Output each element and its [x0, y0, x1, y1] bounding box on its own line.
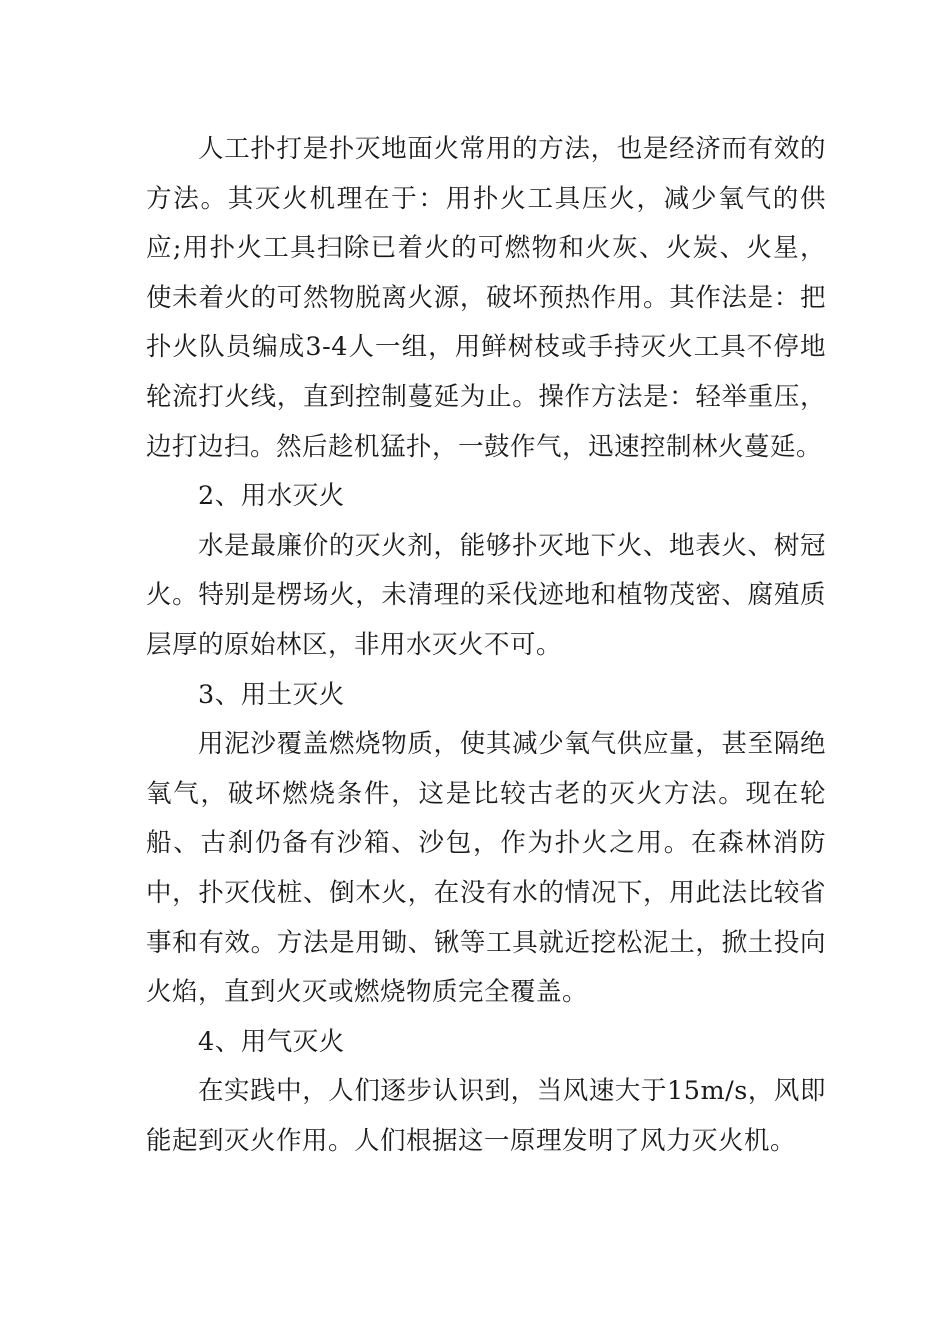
paragraph-soil: 用泥沙覆盖燃烧物质，使其减少氧气供应量，甚至隔绝氧气，破坏燃烧条件，这是比较古老的灭火方法。现在轮船、古刹仍备有沙箱、沙包，作为扑火之用。在森林消防中，扑灭伐桩、倒木火，在没有水的情况下，用此法比较省事和有效。方法是用锄、锹等工具就近挖松泥土，掀土投向火焰，直到火灭或燃烧物质完全覆盖。	[146, 729, 826, 1008]
paragraph-air: 在实践中，人们逐步认识到，当风速大于15m/s，风即能起到灭火作用。人们根据这一原理发明了风力灭火机。	[146, 1076, 826, 1156]
section-heading-soil: 3、用土灭火	[198, 679, 345, 710]
section-heading-water: 2、用水灭火	[198, 481, 345, 512]
paragraph-water: 水是最廉价的灭火剂，能够扑灭地下火、地表火、树冠火。特别是楞场火，未清理的采伐迹地和植物茂密、腐殖质层厚的原始林区，非用水灭火不可。	[146, 530, 826, 660]
paragraph-manual-beating: 人工扑打是扑灭地面火常用的方法，也是经济而有效的方法。其灭火机理在于：用扑火工具压火，减少氧气的供应;用扑火工具扫除已着火的可燃物和火灰、火炭、火星，使未着火的可然物脱离火源，破坏预热作用。其作法是：把扑火队员编成3-4人一组，用鲜树枝或手持灭火工具不停地轮流打火线，直到控制蔓延为止。操作方法是：轻举重压，边打边扫。然后趁机猛扑，一鼓作气，迅速控制林火蔓延。	[146, 134, 826, 462]
section-heading-air: 4、用气灭火	[198, 1026, 345, 1057]
document-body	[146, 125, 826, 1166]
